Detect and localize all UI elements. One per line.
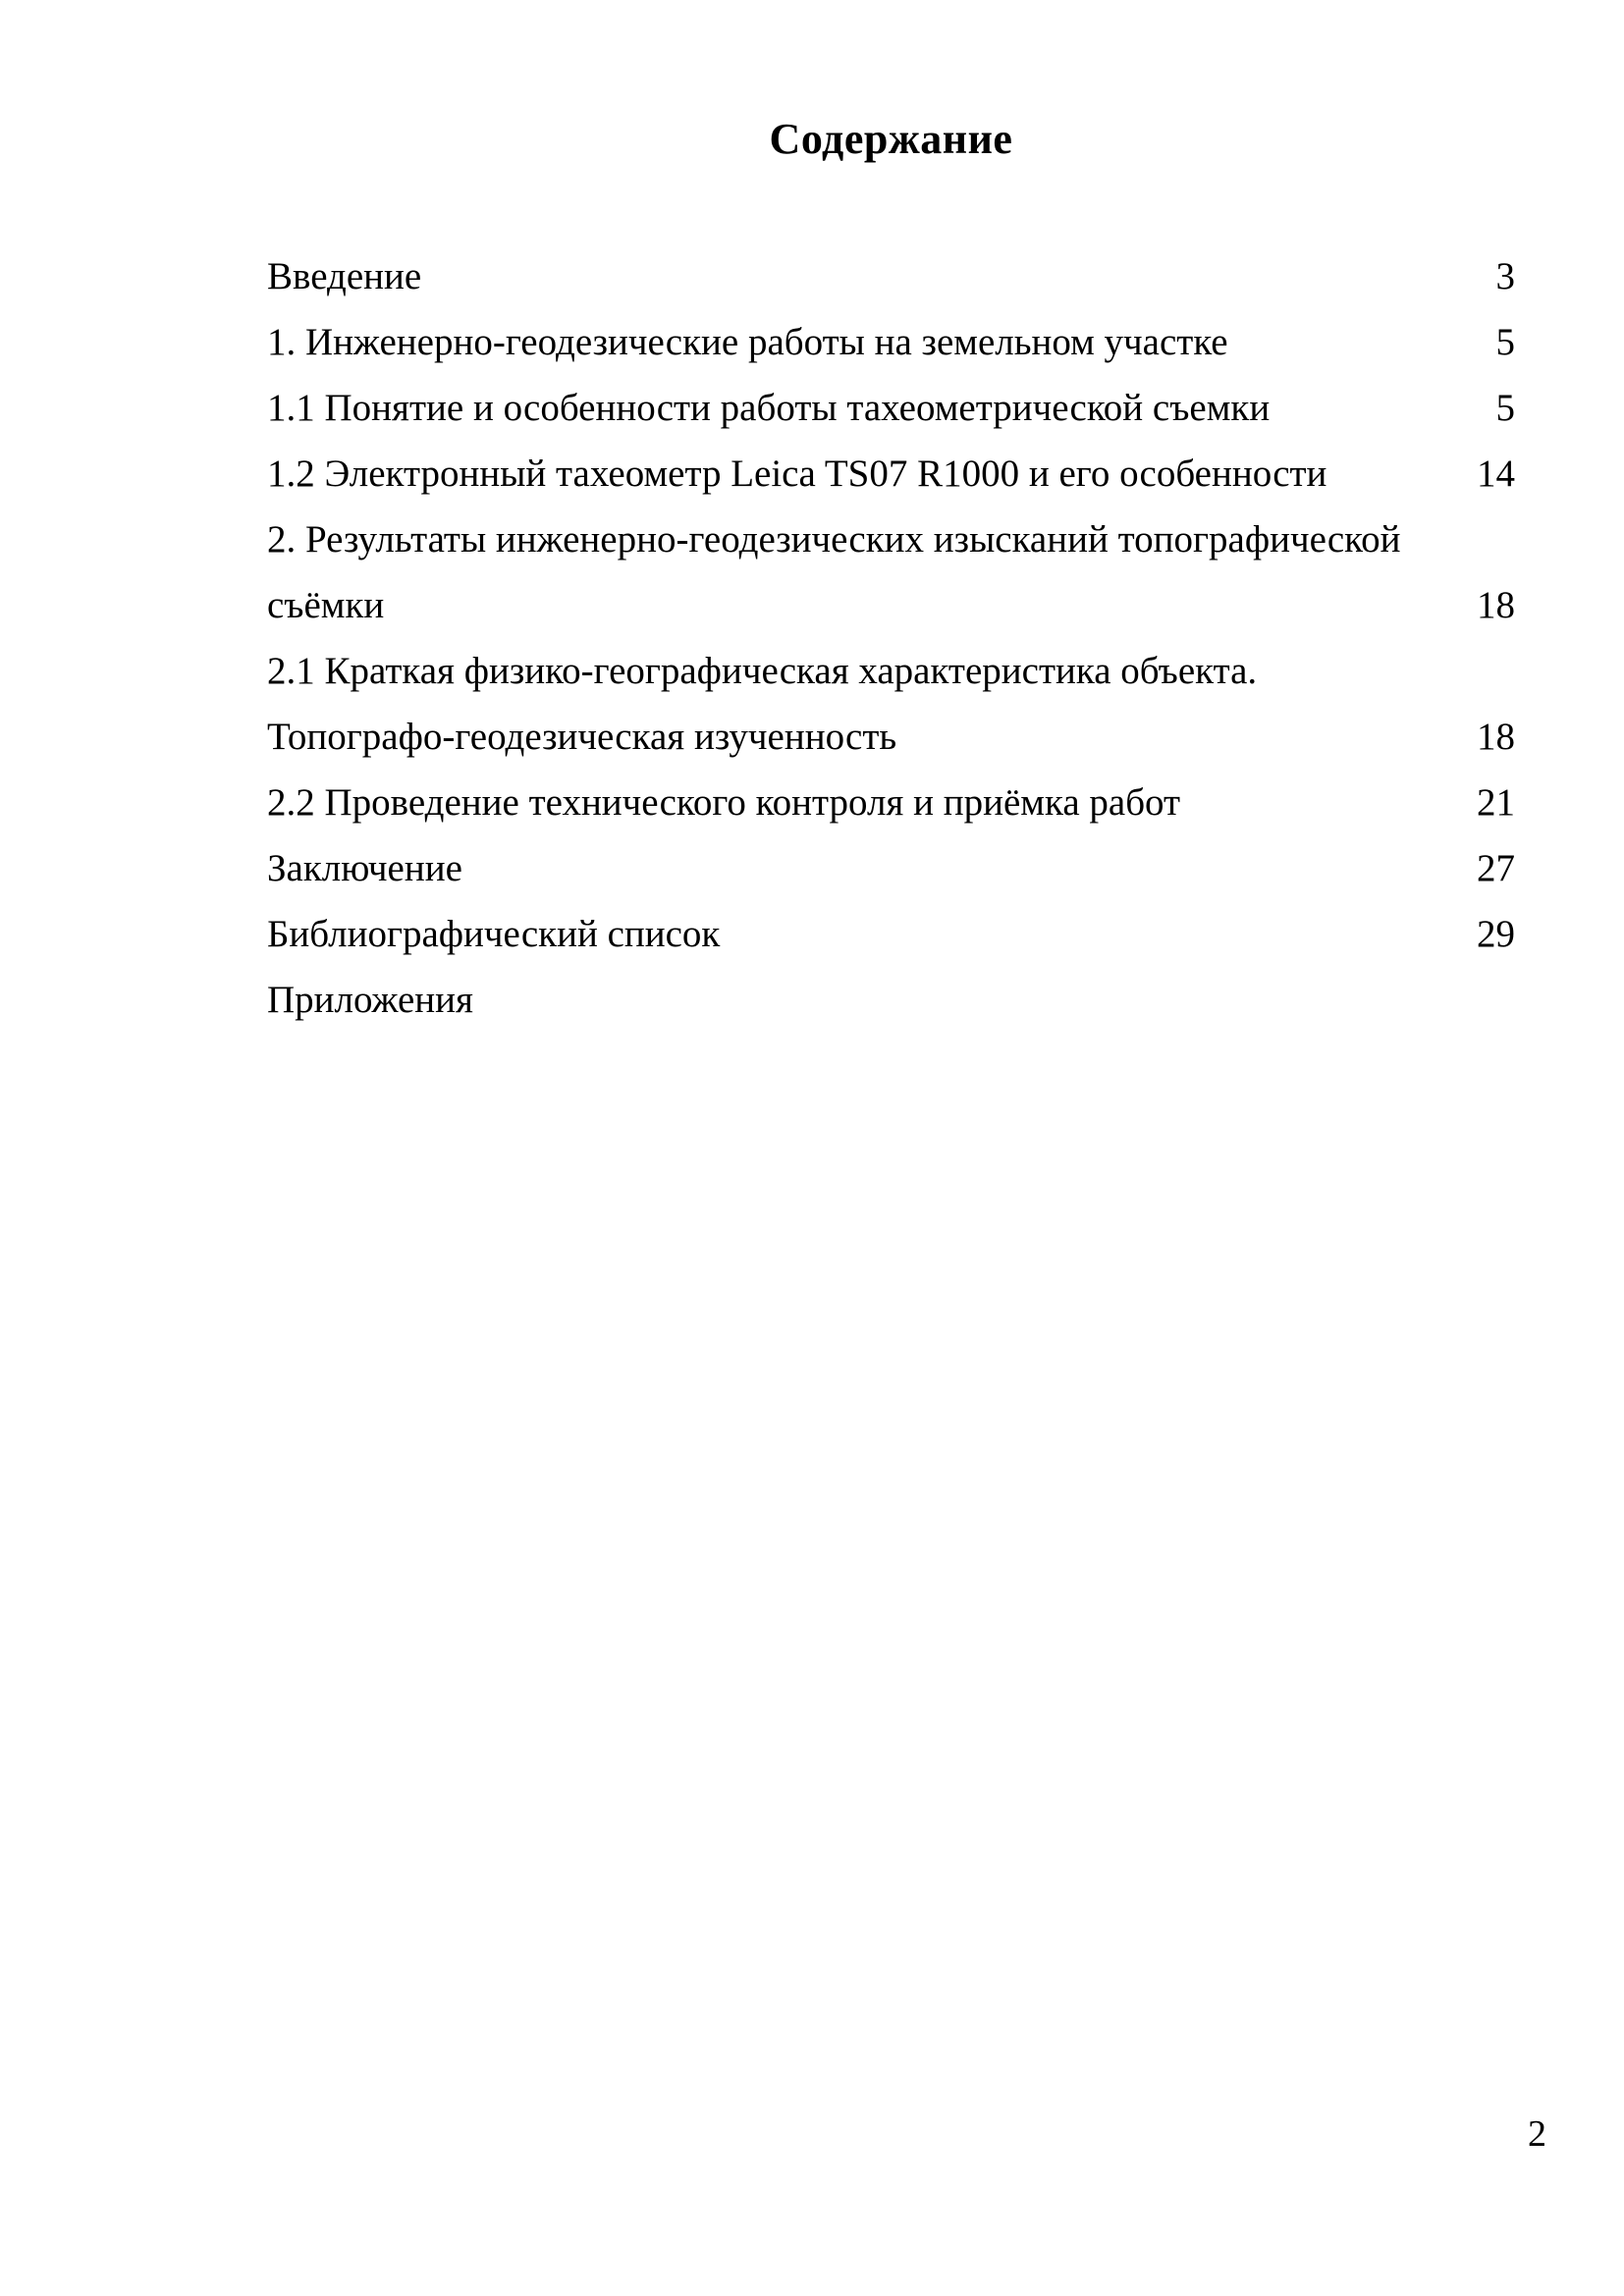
toc-row: [267, 638, 1515, 704]
toc-entry-text: Введение: [267, 255, 422, 297]
toc-row: [267, 704, 1515, 770]
toc-row: [267, 507, 1515, 572]
toc-page-number: 21: [1477, 781, 1515, 824]
toc-entry-text: Заключение: [267, 847, 462, 889]
toc-entry-text: 2. Результаты инженерно-геодезических изысканий топографической: [267, 518, 1401, 561]
toc-row: [267, 901, 1515, 967]
toc-row: [267, 375, 1515, 441]
toc-row: [267, 967, 1515, 1033]
page-title: Содержание: [769, 115, 1013, 163]
toc-entry-text: 1.1 Понятие и особенности работы тахеометрической съемки: [267, 387, 1271, 429]
toc-row: [267, 441, 1515, 507]
toc-entry-text: Приложения: [267, 979, 473, 1021]
toc-entry-text: 1.2 Электронный тахеометр Leica TS07 R1000 и его особенности: [267, 453, 1327, 495]
toc-page-number: 27: [1477, 847, 1515, 889]
toc-page-number: 18: [1477, 716, 1515, 758]
toc-row: [267, 309, 1515, 375]
toc-row: [267, 770, 1515, 835]
toc-page-number: 14: [1477, 453, 1515, 495]
toc-page-number: 3: [1495, 255, 1515, 297]
toc-entry-text: съёмки: [267, 584, 385, 626]
table-of-contents: [267, 243, 1515, 1033]
toc-page-number: 5: [1495, 387, 1515, 429]
toc-entry-text: 2.1 Краткая физико-географическая характеристика объекта.: [267, 650, 1258, 692]
toc-page-number: 29: [1477, 913, 1515, 955]
toc-row: [267, 572, 1515, 638]
toc-page-number: 18: [1477, 584, 1515, 626]
toc-row: [267, 243, 1515, 309]
footer-page-number: 2: [1528, 2113, 1546, 2155]
toc-entry-text: Библиографический список: [267, 913, 721, 955]
toc-entry-text: 1. Инженерно-геодезические работы на земельном участке: [267, 321, 1228, 363]
toc-row: [267, 835, 1515, 901]
toc-page-number: 5: [1495, 321, 1515, 363]
toc-entry-text: Топографо-геодезическая изученность: [267, 716, 897, 758]
toc-entry-text: 2.2 Проведение технического контроля и приёмка работ: [267, 781, 1181, 824]
